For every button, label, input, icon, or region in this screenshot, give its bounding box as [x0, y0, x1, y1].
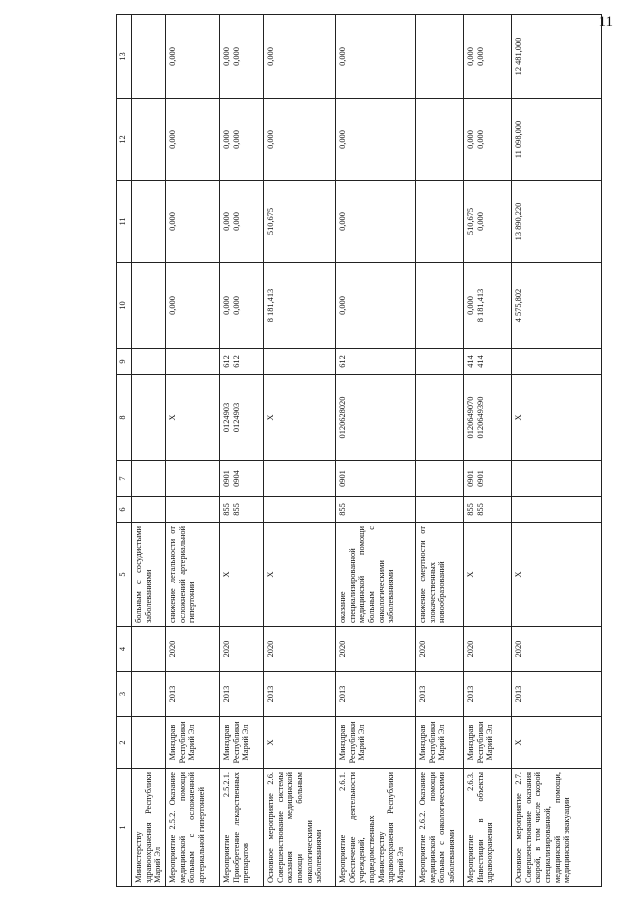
amount-2014-cell: 0,000 0,000 — [220, 181, 264, 263]
measure-name-cell: Министерству здравоохранения Республики Марий Эл — [132, 769, 166, 887]
amount-2016-cell: 0,000 0,000 — [464, 15, 512, 99]
column-header: 4 — [117, 627, 132, 672]
column-header: 3 — [117, 672, 132, 717]
result-cell: Х — [512, 523, 602, 627]
grbs-cell: 855 855 — [220, 497, 264, 523]
amount-2015-cell: 0,000 — [336, 99, 416, 181]
amount-2013-cell — [132, 263, 166, 349]
end-year-cell — [132, 627, 166, 672]
amount-2016-cell: 12 481,000 — [512, 15, 602, 99]
start-year-cell — [132, 672, 166, 717]
table-row — [512, 15, 602, 887]
amount-2013-cell: 0,000 — [166, 263, 220, 349]
executor-cell: Минздрав Республики Марий Эл — [336, 717, 416, 769]
measure-name-cell: Мероприятие 2.6.2. Оказание медицинской помощи больным с онкологическими заболеваниями — [416, 769, 464, 887]
grbs-cell — [166, 497, 220, 523]
result-cell: Х — [264, 523, 336, 627]
rzpr-cell: 0901 0904 — [220, 461, 264, 497]
end-year-cell: 2020 — [220, 627, 264, 672]
amount-2015-cell — [416, 99, 464, 181]
amount-2014-cell — [416, 181, 464, 263]
result-cell: оказание специализированной медицинской помощи больным с онкологическими заболеваниями — [336, 523, 416, 627]
end-year-cell: 2020 — [264, 627, 336, 672]
column-header: 5 — [117, 523, 132, 627]
csr-cell: 0124903 0124903 — [220, 375, 264, 461]
vr-cell: 414 414 — [464, 349, 512, 375]
result-cell: снижение смертности от злокачественных новообразований — [416, 523, 464, 627]
amount-2013-cell: 0,000 — [336, 263, 416, 349]
vr-cell — [512, 349, 602, 375]
start-year-cell: 2013 — [336, 672, 416, 717]
vr-cell — [264, 349, 336, 375]
executor-cell: Х — [264, 717, 336, 769]
csr-cell — [132, 375, 166, 461]
measure-name-cell: Мероприятие 2.6.3. Инвестиции в объекты здравоохранения — [464, 769, 512, 887]
result-cell: Х — [464, 523, 512, 627]
vr-cell: 612 — [336, 349, 416, 375]
measure-name-cell: Мероприятие 2.5.2. Оказание медицинской помощи больным с осложненной артериальной гипертонией — [166, 769, 220, 887]
result-cell: Х — [220, 523, 264, 627]
amount-2013-cell — [416, 263, 464, 349]
csr-cell: Х — [264, 375, 336, 461]
end-year-cell: 2020 — [464, 627, 512, 672]
rotated-table-sheet — [116, 15, 572, 887]
table-row — [166, 15, 220, 887]
result-cell: снижение летальности от осложнений артериальной гипертонии — [166, 523, 220, 627]
column-header: 7 — [117, 461, 132, 497]
rzpr-cell — [264, 461, 336, 497]
executor-cell: Минздрав Республики Марий Эл — [416, 717, 464, 769]
grbs-cell — [264, 497, 336, 523]
amount-2014-cell: 510,675 0,000 — [464, 181, 512, 263]
csr-cell: 0120649070 0120649390 — [464, 375, 512, 461]
amount-2014-cell: 510,675 — [264, 181, 336, 263]
column-header: 10 — [117, 263, 132, 349]
executor-cell: Минздрав Республики Марий Эл — [220, 717, 264, 769]
grbs-cell — [132, 497, 166, 523]
executor-cell — [132, 717, 166, 769]
budget-table — [116, 14, 602, 887]
grbs-cell — [416, 497, 464, 523]
column-header: 13 — [117, 15, 132, 99]
rzpr-cell — [132, 461, 166, 497]
amount-2015-cell: 0,000 — [264, 99, 336, 181]
vr-cell — [416, 349, 464, 375]
amount-2014-cell: 0,000 — [166, 181, 220, 263]
column-header: 8 — [117, 375, 132, 461]
executor-cell: Х — [512, 717, 602, 769]
csr-cell — [416, 375, 464, 461]
amount-2016-cell — [132, 15, 166, 99]
column-header: 1 — [117, 769, 132, 887]
start-year-cell: 2013 — [464, 672, 512, 717]
amount-2014-cell: 0,000 — [336, 181, 416, 263]
table-row — [220, 15, 264, 887]
amount-2013-cell: 8 181,413 — [264, 263, 336, 349]
amount-2016-cell: 0,000 — [166, 15, 220, 99]
grbs-cell — [512, 497, 602, 523]
amount-2015-cell: 0,000 0,000 — [464, 99, 512, 181]
start-year-cell: 2013 — [220, 672, 264, 717]
table-row — [336, 15, 416, 887]
table-row — [132, 15, 166, 887]
start-year-cell: 2013 — [416, 672, 464, 717]
rzpr-cell — [512, 461, 602, 497]
csr-cell: 0120628020 — [336, 375, 416, 461]
rzpr-cell: 0901 0901 — [464, 461, 512, 497]
amount-2015-cell: 0,000 0,000 — [220, 99, 264, 181]
measure-name-cell: Мероприятие 2.5.2.1. Приобретение лекарственных препаратов — [220, 769, 264, 887]
vr-cell: 612 612 — [220, 349, 264, 375]
vr-cell — [132, 349, 166, 375]
column-header: 2 — [117, 717, 132, 769]
end-year-cell: 2020 — [512, 627, 602, 672]
amount-2015-cell: 11 098,000 — [512, 99, 602, 181]
end-year-cell: 2020 — [416, 627, 464, 672]
table-row — [264, 15, 336, 887]
amount-2016-cell: 0,000 0,000 — [220, 15, 264, 99]
amount-2015-cell: 0,000 — [166, 99, 220, 181]
csr-cell: Х — [166, 375, 220, 461]
amount-2016-cell: 0,000 — [264, 15, 336, 99]
start-year-cell: 2013 — [512, 672, 602, 717]
rzpr-cell — [416, 461, 464, 497]
start-year-cell: 2013 — [166, 672, 220, 717]
table-row — [464, 15, 512, 887]
column-header: 12 — [117, 99, 132, 181]
end-year-cell: 2020 — [336, 627, 416, 672]
measure-name-cell: Основное мероприятие 2.7. Совершенствование оказания скорой, в том числе скорой специализированной, медицинской помощи, медицинской эвакуации — [512, 769, 602, 887]
end-year-cell: 2020 — [166, 627, 220, 672]
page-number: 11 — [598, 14, 613, 30]
column-header: 9 — [117, 349, 132, 375]
column-header: 11 — [117, 181, 132, 263]
amount-2014-cell — [132, 181, 166, 263]
vr-cell — [166, 349, 220, 375]
executor-cell: Минздрав Республики Марий Эл — [166, 717, 220, 769]
amount-2013-cell: 0,000 0,000 — [220, 263, 264, 349]
amount-2016-cell: 0,000 — [336, 15, 416, 99]
executor-cell: Минздрав Республики Марий Эл — [464, 717, 512, 769]
rzpr-cell — [166, 461, 220, 497]
rzpr-cell: 0901 — [336, 461, 416, 497]
amount-2014-cell: 13 890,220 — [512, 181, 602, 263]
amount-2016-cell — [416, 15, 464, 99]
grbs-cell: 855 855 — [464, 497, 512, 523]
amount-2013-cell: 0,000 8 181,413 — [464, 263, 512, 349]
grbs-cell: 855 — [336, 497, 416, 523]
column-header-row — [117, 15, 132, 887]
column-header: 6 — [117, 497, 132, 523]
measure-name-cell: Мероприятие 2.6.1. Обеспечение деятельности учреждений, подведомственных Министерству здравоохранения Республики Марий Эл — [336, 769, 416, 887]
amount-2013-cell: 4 575,802 — [512, 263, 602, 349]
start-year-cell: 2013 — [264, 672, 336, 717]
table-row — [416, 15, 464, 887]
result-cell: больным с сосудистыми заболеваниями — [132, 523, 166, 627]
measure-name-cell: Основное мероприятие 2.6. Совершенствование системы оказания медицинской помощи больным онкологическими заболеваниями — [264, 769, 336, 887]
amount-2015-cell — [132, 99, 166, 181]
csr-cell: Х — [512, 375, 602, 461]
